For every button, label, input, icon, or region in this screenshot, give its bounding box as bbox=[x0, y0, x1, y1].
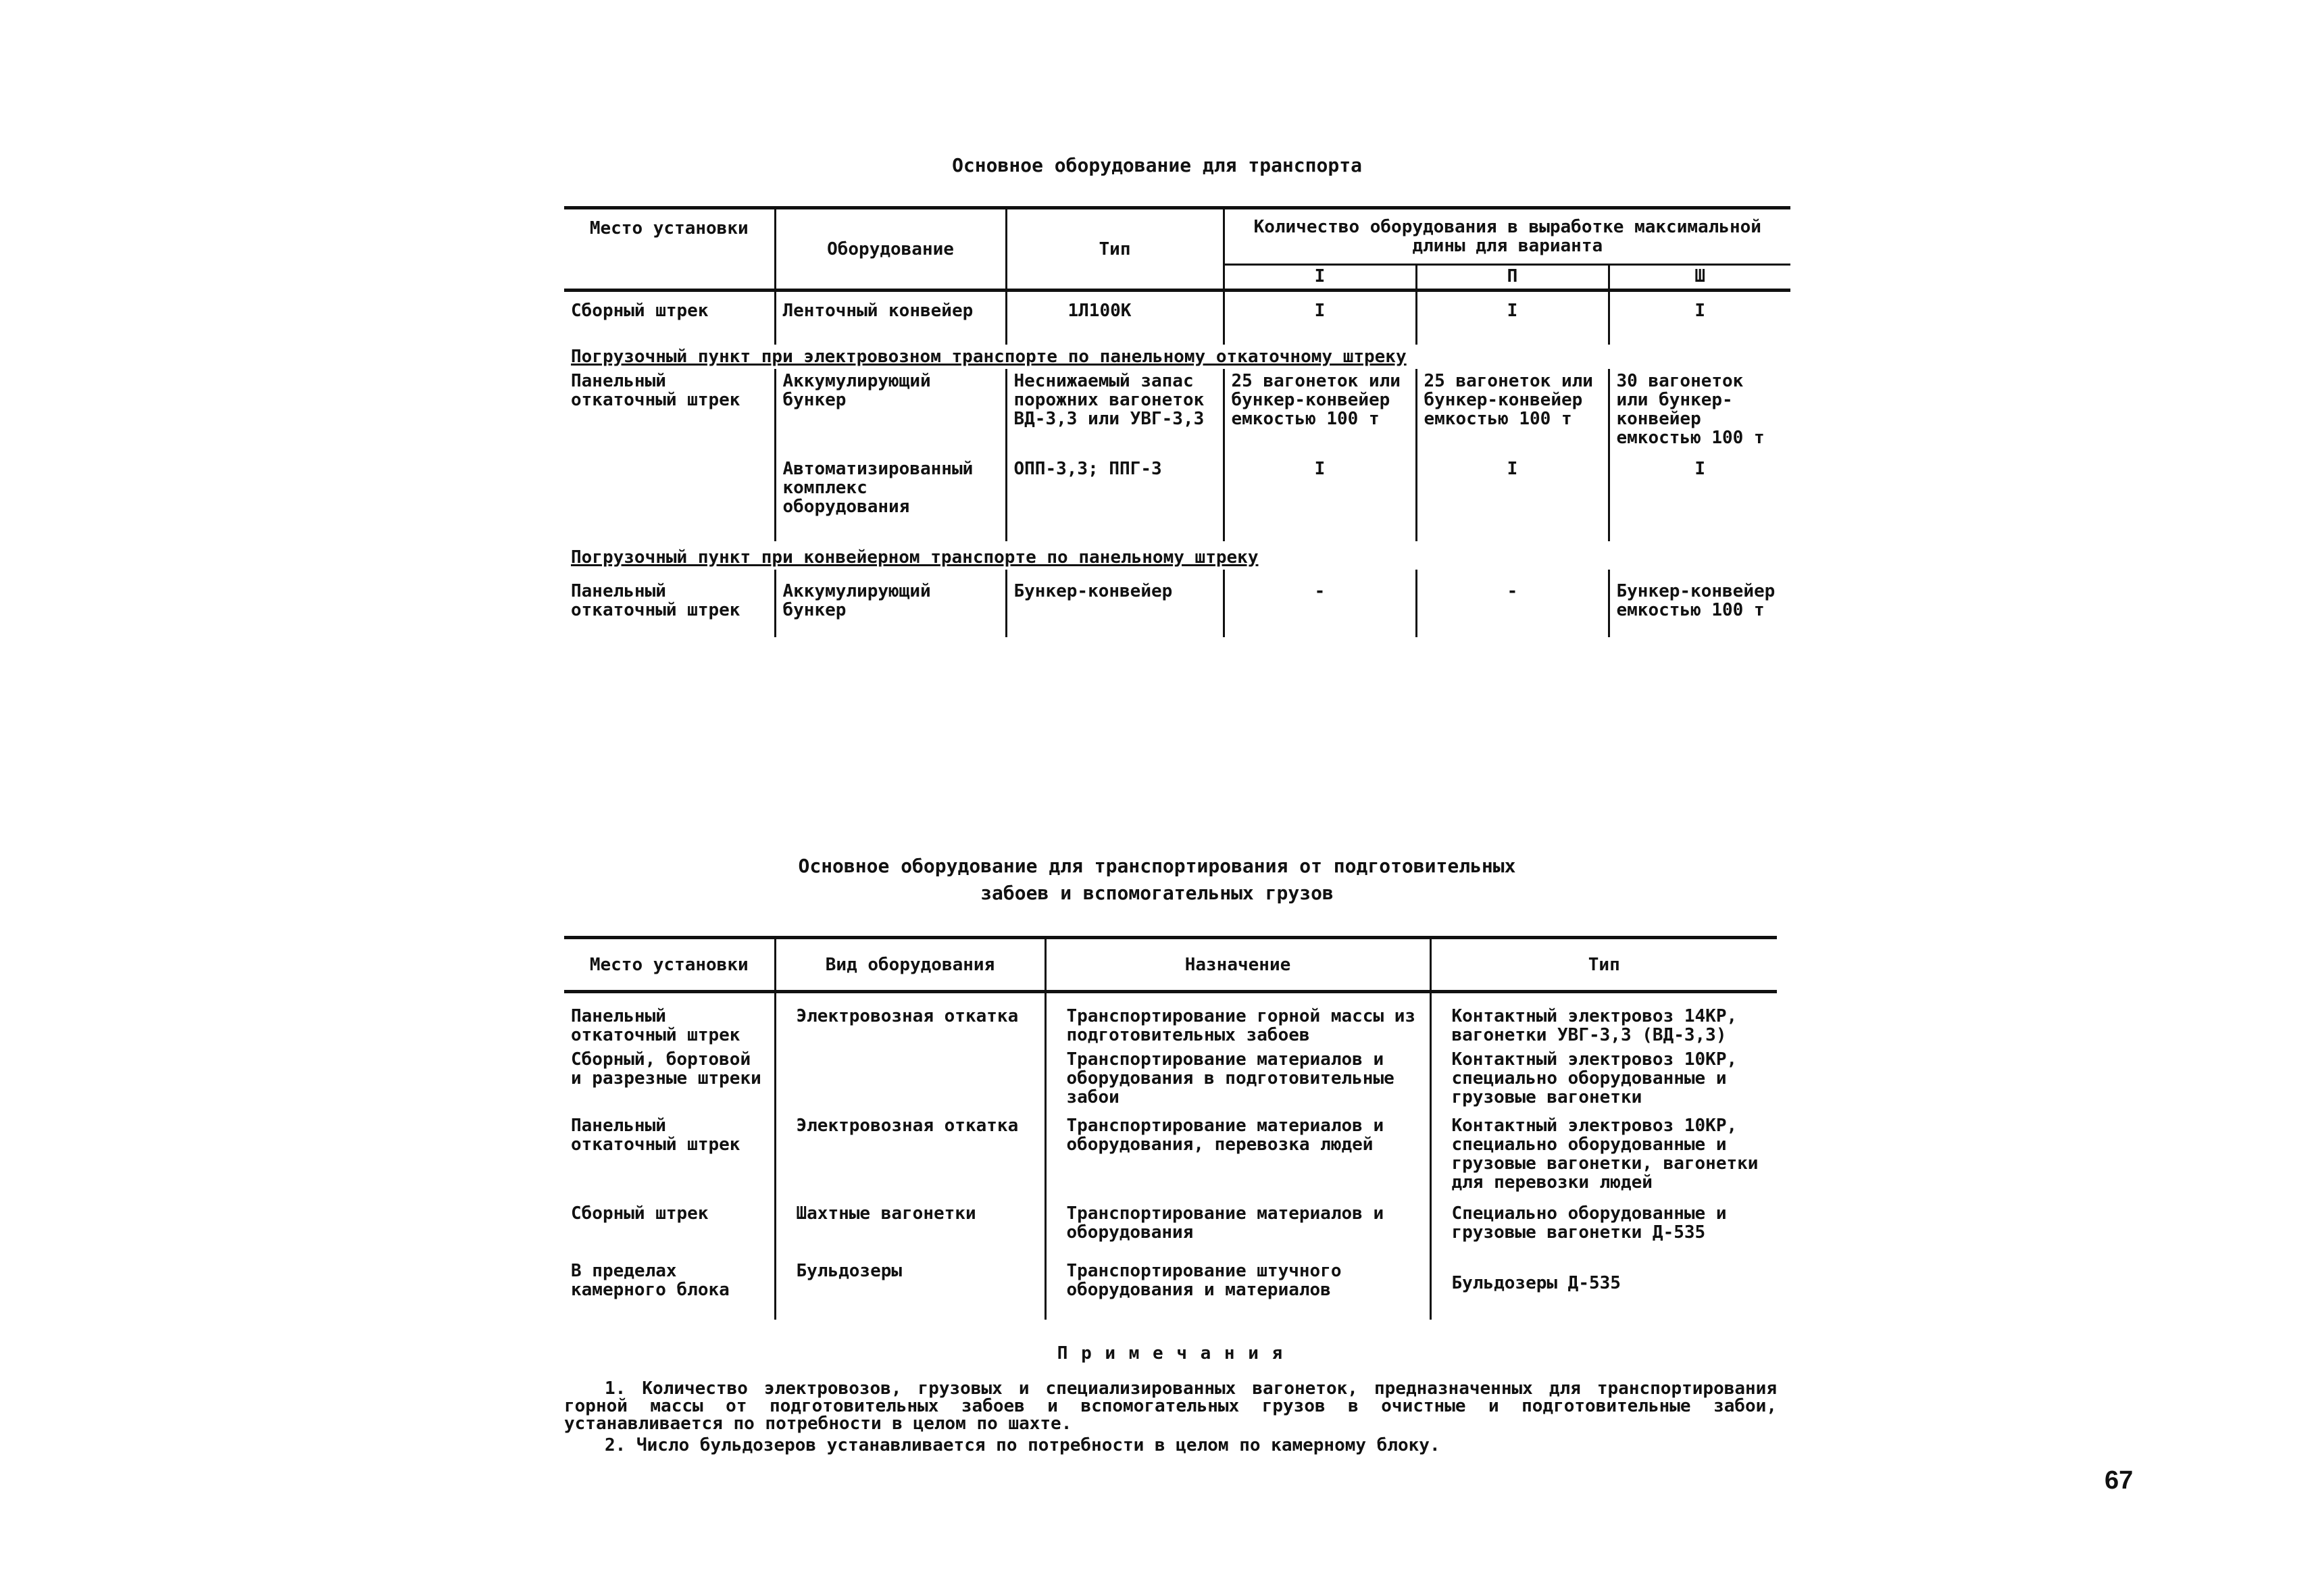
table-row bbox=[564, 1201, 1777, 1259]
transport-equipment-table bbox=[564, 206, 1790, 637]
table1-header-row bbox=[564, 208, 1790, 265]
cell-kind: Бульдозеры bbox=[775, 1259, 1045, 1320]
cell-type: Бункер-конвейер bbox=[1006, 570, 1224, 637]
cell-variant-2: - bbox=[1416, 570, 1609, 637]
section-heading: Погрузочный пункт при электровозном транспорте по панельному откаточному штреку bbox=[571, 346, 1407, 367]
cell-variant-3: I bbox=[1609, 457, 1790, 541]
header-kind: Вид оборудования bbox=[775, 938, 1045, 992]
cell-equipment: Автоматизированный комплекс оборудования bbox=[775, 457, 1006, 541]
table-row bbox=[564, 1047, 1777, 1114]
cell-type: Специально оборудованные и грузовые вагонетки Д-535 bbox=[1430, 1201, 1777, 1259]
cell-equipment: Аккумулирующий бункер bbox=[775, 369, 1006, 457]
cell-variant-1: I bbox=[1224, 291, 1416, 345]
cell-place: Панельный откаточный штрек bbox=[571, 580, 740, 620]
notes-heading: П р и м е ч а н и я bbox=[1057, 1343, 1284, 1364]
header-quantity: Количество оборудования в выработке максимальной длины для варианта bbox=[1224, 208, 1790, 265]
header-equipment: Оборудование bbox=[775, 208, 1006, 291]
table2-title-line2: забоев и вспомогательных грузов bbox=[980, 882, 1334, 904]
cell-purpose: Транспортирование материалов и оборудования, перевозка людей bbox=[1045, 1114, 1430, 1201]
cell-type: Бульдозеры Д-535 bbox=[1430, 1259, 1777, 1320]
cell-equipment: Ленточный конвейер bbox=[775, 291, 1006, 345]
cell-kind bbox=[775, 1047, 1045, 1114]
header-type: Тип bbox=[1006, 208, 1224, 291]
cell-purpose: Транспортирование штучного оборудования и материалов bbox=[1045, 1259, 1430, 1320]
header-purpose: Назначение bbox=[1045, 938, 1430, 992]
table-row bbox=[564, 291, 1790, 345]
section-heading-row bbox=[564, 541, 1790, 570]
cell-variant-2: I bbox=[1416, 291, 1609, 345]
cell-variant-3: I bbox=[1609, 291, 1790, 345]
note-item: 1. Количество электровозов, грузовых и специализированных вагонеток, предназначенных для транспортирования горной массы от подготовительных забоев и вспомогательных грузов в очистные и подготовительные забои, устанавливается по потребности в целом по шахте. bbox=[564, 1378, 1777, 1434]
cell-place: Панельный откаточный штрек bbox=[571, 370, 740, 410]
table-row bbox=[564, 992, 1777, 1048]
header-variant-2: П bbox=[1416, 265, 1609, 291]
cell-place: Сборный штрек bbox=[571, 301, 709, 321]
cell-variant-1: - bbox=[1224, 570, 1416, 637]
cell-kind: Шахтные вагонетки bbox=[775, 1201, 1045, 1259]
table-row bbox=[564, 1114, 1777, 1201]
cell-equipment: Аккумулирующий бункер bbox=[775, 570, 1006, 637]
cell-type: Контактный электровоз 10КР, специально оборудованные и грузовые вагонетки bbox=[1430, 1047, 1777, 1114]
cell-type: 1Л100К bbox=[1006, 291, 1224, 345]
table-row bbox=[564, 570, 1790, 637]
table-row bbox=[564, 369, 1790, 457]
table2-header-row bbox=[564, 938, 1777, 992]
cell-type: Контактный электровоз 14КР, вагонетки УВГ-3,3 (ВД-3,3) bbox=[1430, 992, 1777, 1048]
cell-place: Сборный штрек bbox=[571, 1203, 709, 1224]
table2-title-line1: Основное оборудование для транспортирования от подготовительных bbox=[798, 855, 1516, 877]
page-number: 67 bbox=[2105, 1466, 2134, 1495]
cell-variant-3: Бункер-конвейер емкостью 100 т bbox=[1609, 570, 1790, 637]
cell-variant-1: 25 вагонеток или бункер-конвейер емкостью 100 т bbox=[1224, 369, 1416, 457]
cell-variant-2: 25 вагонеток или бункер-конвейер емкостью 100 т bbox=[1416, 369, 1609, 457]
table-row bbox=[564, 1259, 1777, 1320]
header-place: Место установки bbox=[564, 938, 775, 992]
cell-kind: Электровозная откатка bbox=[775, 992, 1045, 1048]
cell-place: Сборный, бортовой и разрезные штреки bbox=[571, 1049, 761, 1089]
header-place: Место установки bbox=[564, 208, 775, 291]
cell-place: Панельный откаточный штрек bbox=[571, 1006, 740, 1045]
header-variant-1: I bbox=[1224, 265, 1416, 291]
cell-type: ОПП-3,3; ППГ-3 bbox=[1006, 457, 1224, 541]
cell-variant-2: I bbox=[1416, 457, 1609, 541]
header-variant-3: Ш bbox=[1609, 265, 1790, 291]
cell-place: Панельный откаточный штрек bbox=[571, 1116, 740, 1155]
cell-purpose: Транспортирование материалов и оборудования bbox=[1045, 1201, 1430, 1259]
note-item: 2. Число бульдозеров устанавливается по потребности в целом по камерному блоку. bbox=[605, 1435, 1440, 1455]
cell-kind: Электровозная откатка bbox=[775, 1114, 1045, 1201]
cell-purpose: Транспортирование материалов и оборудования в подготовительные забои bbox=[1045, 1047, 1430, 1114]
cell-type: Контактный электровоз 10КР, специально оборудованные и грузовые вагонетки, вагонетки для перевозки людей bbox=[1430, 1114, 1777, 1201]
cell-place: В пределах камерного блока bbox=[571, 1261, 730, 1300]
cell-variant-3: 30 вагонеток или бункер-конвейер емкостью 100 т bbox=[1609, 369, 1790, 457]
section-heading-row bbox=[564, 345, 1790, 369]
cell-purpose: Транспортирование горной массы из подготовительных забоев bbox=[1045, 992, 1430, 1048]
cell-variant-1: I bbox=[1224, 457, 1416, 541]
notes-list bbox=[564, 1380, 1777, 1454]
auxiliary-transport-table bbox=[564, 936, 1777, 1320]
cell-type: Неснижаемый запас порожних вагонеток ВД-3,3 или УВГ-3,3 bbox=[1006, 369, 1224, 457]
header-type: Тип bbox=[1430, 938, 1777, 992]
table1-title: Основное оборудование для транспорта bbox=[952, 154, 1362, 176]
section-heading: Погрузочный пункт при конвейерном транспорте по панельному штреку bbox=[571, 547, 1259, 568]
